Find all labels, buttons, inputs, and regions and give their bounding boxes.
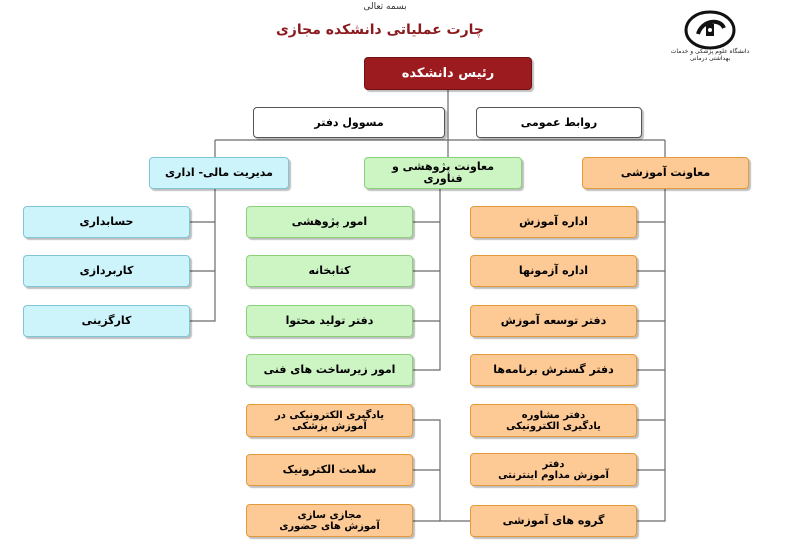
education-unit-6: دفتر آموزش مداوم اینترنتی	[470, 453, 637, 486]
education-unit-5: دفتر مشاوره یادگیری الکترونیکی	[470, 404, 637, 437]
logo-caption: دانشگاه علوم پزشکی و خدمات بهداشتی درمانی	[670, 48, 750, 62]
page-title: چارت عملیاتی دانشکده مجازی	[275, 22, 485, 38]
office-manager-node: مسوول دفتر	[253, 107, 445, 138]
group-unit-2: سلامت الکترونیک	[246, 454, 413, 486]
deputy-research-node: معاونت پژوهشی و فناوری	[364, 157, 522, 189]
group-unit-3: مجازی سازی آموزش های حضوری	[246, 504, 413, 537]
education-unit-2: اداره آزمونها	[470, 255, 637, 287]
bismillah-text: بسمه تعالی	[363, 2, 407, 12]
education-unit-7: گروه های آموزشی	[470, 505, 637, 537]
deputy-finance-node: مدیریت مالی- اداری	[149, 157, 289, 189]
education-unit-4: دفتر گسترش برنامه‌ها	[470, 354, 637, 386]
research-unit-4: امور زیرساخت های فنی	[246, 354, 413, 386]
public-relations-node: روابط عمومی	[476, 107, 642, 138]
head-node: رئیس دانشکده	[364, 57, 532, 90]
research-unit-1: امور پژوهشی	[246, 206, 413, 238]
deputy-education-node: معاونت آموزشی	[582, 157, 749, 189]
research-unit-2: کتابخانه	[246, 255, 413, 287]
education-unit-1: اداره آموزش	[470, 206, 637, 238]
finance-unit-3: کارگزینی	[23, 305, 190, 337]
finance-unit-1: حسابداری	[23, 206, 190, 238]
research-unit-3: دفتر تولید محتوا	[246, 305, 413, 337]
education-unit-3: دفتر توسعه آموزش	[470, 305, 637, 337]
finance-unit-2: کاربردازی	[23, 255, 190, 287]
group-unit-1: یادگیری الکترونیکی در آموزش پزشکی	[246, 404, 413, 437]
